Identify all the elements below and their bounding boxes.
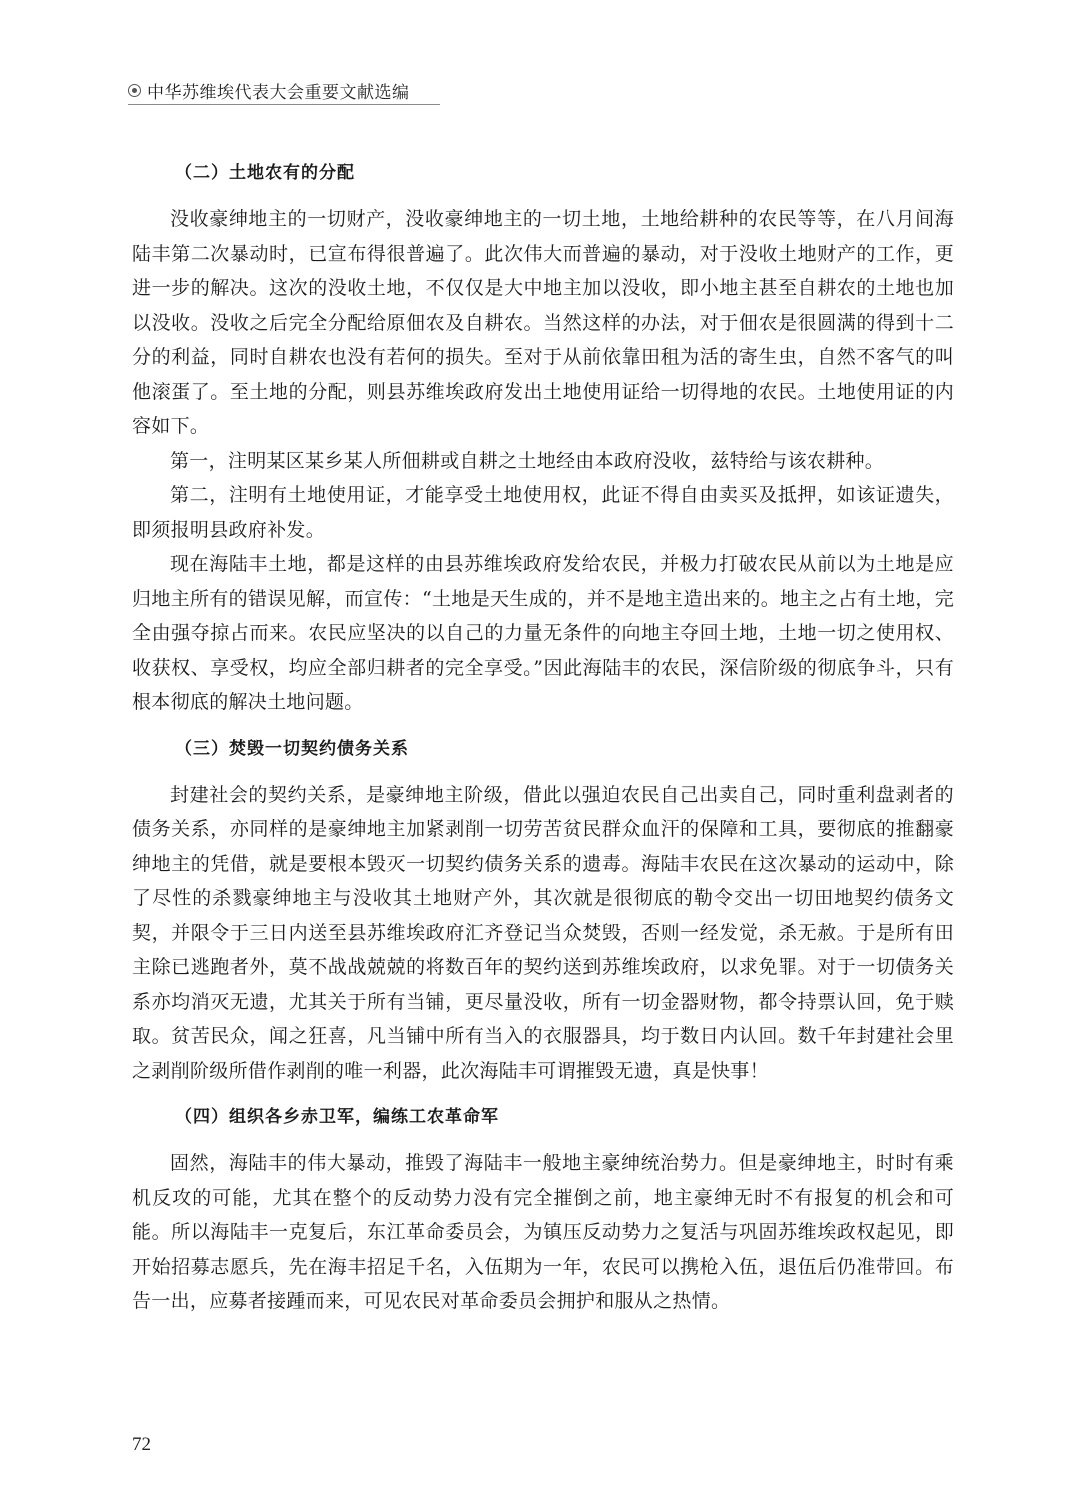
paragraph: 固然，海陆丰的伟大暴动，推毁了海陆丰一般地主豪绅统治势力。但是豪绅地主，时时有乘机反攻的可能，尤其在整个的反动势力没有完全摧倒之前，地主豪绅无时不有报复的机会和可能。所以海陆丰一克复后，东江革命委员会，为镇压反动势力之复活与巩固苏维埃政权起见，即开始招募志愿兵，先在海丰招足千名，入伍期为一年，农民可以携枪入伍，退伍后仍准带回。布告一出，应募者接踵而来，可见农民对革命委员会拥护和服从之热情。 [132,1152,954,1312]
paragraph: 现在海陆丰土地，都是这样的由县苏维埃政府发给农民，并极力打破农民从前以为土地是应归地主所有的错误见解，而宣传：“土地是天生成的，并不是地主造出来的。地主之占有土地，完全由强夺掠占而来。农民应坚决的以自己的力量无条件的向地主夺回土地，土地一切之使用权、收获权、享受权，均应全部归耕者的完全享受。”因此海陆丰的农民，深信阶级的彻底争斗，只有根本彻底的解决土地问题。 [132,553,954,713]
bullet-icon [128,84,141,97]
section-heading: （二）土地农有的分配 [175,163,355,183]
paragraph: 第一，注明某区某乡某人所佃耕或自耕之土地经由本政府没收，兹特给与该农耕种。 [170,449,885,472]
paragraph: 封建社会的契约关系，是豪绅地主阶级，借此以强迫农民自己出卖自己，同时重利盘剥者的债务关系，亦同样的是豪绅地主加紧剥削一切劳苦贫民群众血汗的保障和工具，要彻底的推翻豪绅地主的凭借，就是要根本毁灭一切契约债务关系的遗毒。海陆丰农民在这次暴动的运动中，除了尽性的杀戮豪绅地主与没收其土地财产外，其次就是很彻底的勒令交出一切田地契约债务文契，并限令于三日内送至县苏维埃政府汇齐登记当众焚毁，否则一经发觉，杀无赦。于是所有田主除已逃跑者外，莫不战战兢兢的将数百年的契约送到苏维埃政府，以求免罪。对于一切债务关系亦均消灭无遗，尤其关于所有当铺，更尽量没收，所有一切金器财物，都令持票认回，免于赎取。贫苦民众，闻之狂喜，凡当铺中所有当入的衣服器具，均于数日内认回。数千年封建社会里之剥削阶级所借作剥削的唯一利器，此次海陆丰可谓摧毁无遗，真是快事！ [132,783,954,1082]
book-title: 中华苏维埃代表大会重要文献选编 [147,82,410,103]
page-content [132,156,954,1319]
running-header [128,76,440,105]
section-heading: （三）焚毁一切契约债务关系 [175,738,409,759]
paragraph: 没收豪绅地主的一切财产，没收豪绅地主的一切土地，土地给耕种的农民等等，在八月间海陆丰第二次暴动时，已宣布得很普遍了。此次伟大而普遍的暴动，对于没收土地财产的工作，更进一步的解决。这次的没收土地，不仅仅是大中地主加以没收，即小地主甚至自耕农的土地也加以没收。没收之后完全分配给原佃农及自耕农。当然这样的办法，对于佃农是很圆满的得到十二分的利益，同时自耕农也没有若何的损失。至对于从前依靠田租为活的寄生虫，自然不客气的叫他滚蛋了。至土地的分配，则县苏维埃政府发出土地使用证给一切得地的农民。土地使用证的内容如下。 [132,208,954,437]
page-number: 72 [132,1434,151,1455]
paragraph: 第二，注明有土地使用证，才能享受土地使用权，此证不得自由卖买及抵押，如该证遗失，即须报明县政府补发。 [132,484,954,541]
section-heading: （四）组织各乡赤卫军，编练工农革命军 [175,1107,499,1127]
